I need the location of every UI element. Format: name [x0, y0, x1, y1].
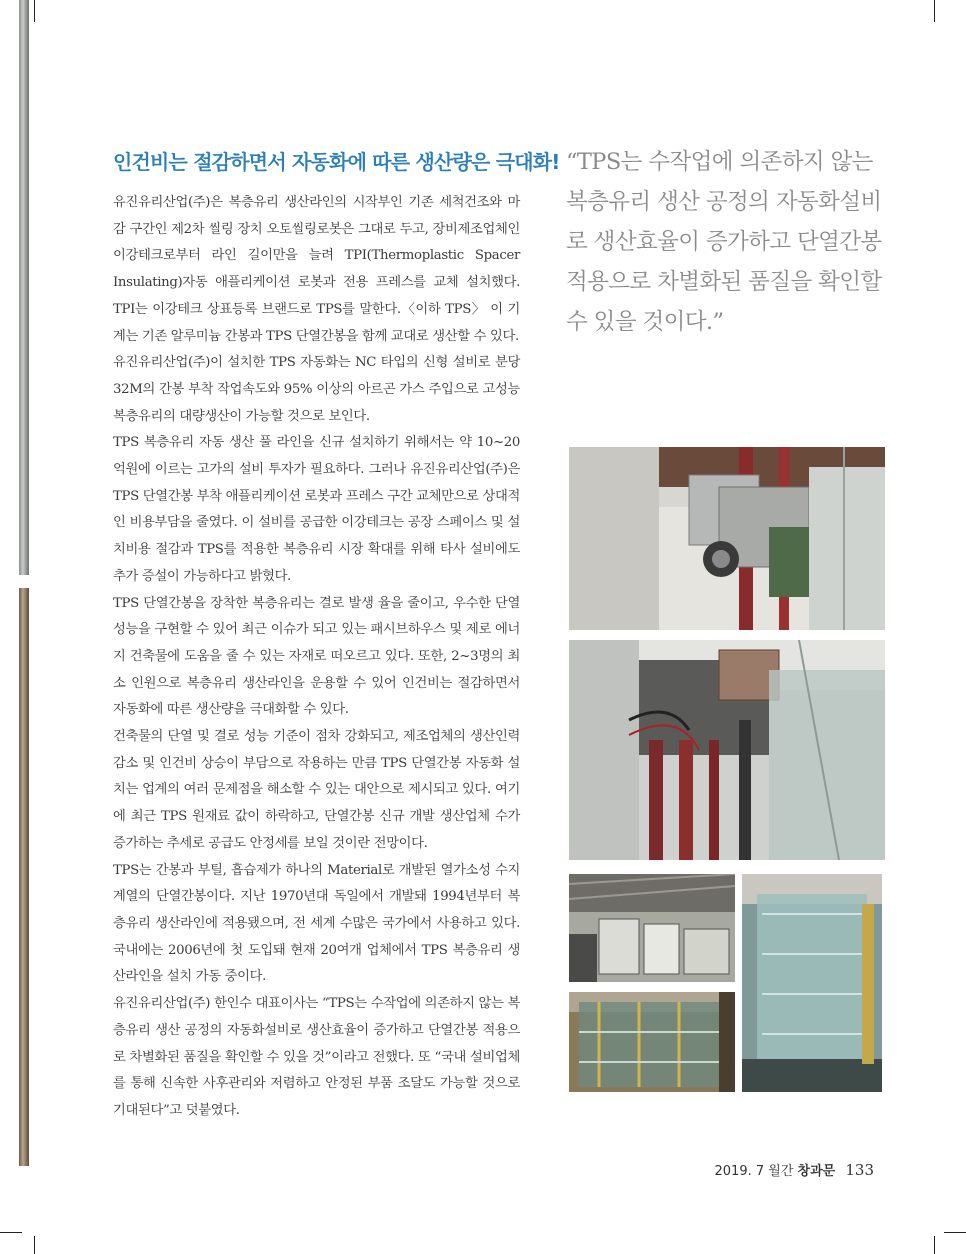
body-paragraph: TPS 복층유리 자동 생산 풀 라인을 신규 설치하기 위해서는 약 10~20억원에 이르는 고가의 설비 투자가 필요하다. 그러나 유진유리산업(주)은 TPS 단열간봉 부착 애플리케이션 로봇과 프레스 구간 교체만으로 상대적인 비용부담을 줄였다. 이 설비를 공급한 이강테크는 공장 스페이스 및 설치비용 절감과 TPS를 적용한 복층유리 시장 확대를 위해 타사 설비에도 추가 증설이 가능하다고 밝혔다.	[113, 435, 520, 584]
photo-warehouse-frames	[569, 874, 735, 982]
pull-quote: “TPS는 수작업에 의존하지 않는 복층유리 생산 공정의 자동화설비로 생산효율이 증가하고 단열간봉 적용으로 차별화된 품질을 확인할 수 있을 것이다.”	[566, 149, 882, 335]
crop-mark	[934, 0, 935, 22]
photo-tps-robot-head	[569, 447, 885, 630]
issue-date: 2019. 7	[714, 1164, 765, 1179]
body-paragraph: TPS는 간봉과 부틸, 흡습제가 하나의 Material로 개발된 열가소성 수지 계열의 단열간봉이다. 지난 1970년대 독일에서 개발돼 1994년부터 복층유리 생산라인에 적용됐으며, 전 세계 수많은 국가에서 사용하고 있다. 국내에는 2006년에 첫 도입돼 현재 20여개 업체에서 TPS 복층유리 생산라인을 설치 가동 중이다.	[113, 862, 520, 985]
page-bleed-strip	[19, 588, 29, 1166]
article-heading: 인건비는 절감하면서 자동화에 따른 생산량은 극대화!	[113, 150, 560, 174]
page-bleed-strip	[19, 0, 29, 575]
body-paragraph: 유진유리산업(주) 한인수 대표이사는 “TPS는 수작업에 의존하지 않는 복층유리 생산 공정의 자동화설비로 생산효율이 증가하고 단열간봉 적용으로 차별화된 품질을 확인할 수 있을 것”이라고 전했다. 또 “국내 설비업체를 통해 신속한 사후관리와 저렴하고 안정된 부품 조달도 가능할 것으로 기대된다”고 덧붙였다.	[113, 996, 520, 1118]
photo-glass-stack	[742, 874, 882, 1092]
body-paragraph: 유진유리산업(주)이 설치한 TPS 자동화는 NC 타입의 신형 설비로 분당 32M의 간봉 부착 작업속도와 95% 이상의 아르곤 가스 주입으로 고성능 복층유리의 대량생산이 가능할 것으로 보인다.	[113, 355, 520, 424]
crop-mark	[944, 1232, 966, 1233]
body-paragraph: TPS 단열간봉을 장착한 복층유리는 결로 발생 율을 줄이고, 우수한 단열성능을 구현할 수 있어 최근 이슈가 되고 있는 패시브하우스 및 제로 에너지 건축물에 도움을 줄 수 있는 자재로 떠오르고 있다. 또한, 2~3명의 최소 인원으로 복층유리 생산라인을 운용할 수 있어 인건비는 절감하면서 자동화에 따른 생산량을 극대화할 수 있다.	[113, 595, 520, 718]
crop-mark	[934, 1236, 935, 1254]
article-body	[113, 190, 520, 1125]
photo-tps-gantry	[569, 640, 885, 860]
body-paragraph: 유진유리산업(주)은 복층유리 생산라인의 시작부인 기존 세척건조와 마감 구간인 제2차 씰링 장치 오토씰링로봇은 그대로 두고, 장비제조업체인 이강테크로부터 라인 길이만을 늘려 TPI(Thermoplastic Spacer Insulating)자동 애플리케이션 로봇과 전용 프레스를 교체 설치했다. TPI는 이강테크 상표등록 브랜드로 TPS를 말한다.〈이하 TPS〉 이 기계는 기존 알루미늄 간봉과 TPS 단열간봉을 함께 교대로 생산할 수 있다.	[113, 195, 520, 344]
crop-mark	[0, 1232, 22, 1233]
crop-mark	[34, 0, 35, 22]
body-paragraph: 건축물의 단열 및 결로 성능 기준이 점차 강화되고, 제조업체의 생산인력 감소 및 인건비 상승이 부담으로 작용하는 만큼 TPS 단열간봉 자동화 설치는 업계의 여러 문제점을 해소할 수 있는 대안으로 제시되고 있다. 여기에 최근 TPS 원재료 값이 하락하고, 단열간봉 신규 개발 생산업체 수가 증가하는 추세로 공급도 안정세를 보일 것이란 전망이다.	[113, 729, 520, 851]
crop-mark	[34, 1236, 35, 1254]
page-footer	[715, 1160, 875, 1179]
magazine-name: 창과문	[797, 1164, 836, 1179]
photo-glass-rack	[569, 992, 735, 1092]
magazine-prefix: 월간	[768, 1164, 794, 1179]
page-number: 133	[845, 1161, 874, 1179]
